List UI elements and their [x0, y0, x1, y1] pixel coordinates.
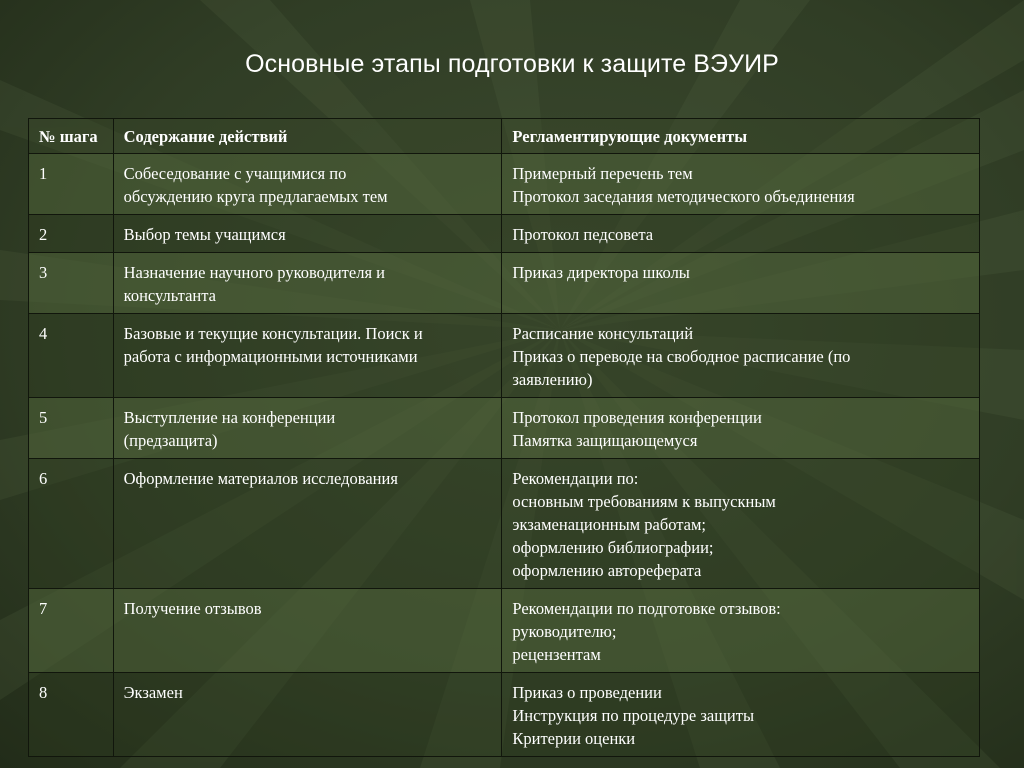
document-line: Протокол педсовета: [512, 225, 654, 244]
document-line: Приказ о проведении: [512, 683, 662, 702]
documents-cell: [502, 673, 980, 757]
document-line: Приказ директора школы: [512, 263, 690, 282]
step-number-cell: 5: [29, 398, 114, 459]
step-number-cell: 2: [29, 215, 114, 253]
document-line: оформлению библиографии;: [512, 538, 714, 557]
document-line: Памятка защищающемуся: [512, 431, 698, 450]
header-regulating-documents: Регламентирующие документы: [502, 119, 980, 154]
action-cell: [113, 673, 502, 757]
document-line: Критерии оценки: [512, 729, 636, 748]
documents-cell: [502, 314, 980, 398]
header-step-number: № шага: [29, 119, 114, 154]
steps-table-container: [28, 118, 980, 757]
step-number-cell: 7: [29, 589, 114, 673]
action-line: Оформление материалов исследования: [123, 469, 398, 488]
document-line: Протокол проведения конференции: [512, 408, 762, 427]
documents-cell: [502, 459, 980, 589]
table-body: [29, 154, 980, 757]
action-line: Собеседование с учащимися по: [123, 164, 347, 183]
document-line: Рекомендации по:: [512, 469, 639, 488]
action-line: Выступление на конференции: [123, 408, 336, 427]
table-row: [29, 253, 980, 314]
action-line: (предзащита): [123, 431, 218, 450]
table-row: [29, 154, 980, 215]
table-header-row: [29, 119, 980, 154]
action-line: обсуждению круга предлагаемых тем: [123, 187, 388, 206]
table-row: [29, 215, 980, 253]
documents-cell: [502, 253, 980, 314]
action-cell: [113, 253, 502, 314]
table-row: [29, 459, 980, 589]
action-cell: [113, 314, 502, 398]
documents-cell: [502, 398, 980, 459]
document-line: Расписание консультаций: [512, 324, 694, 343]
document-line: Примерный перечень тем: [512, 164, 693, 183]
documents-cell: [502, 215, 980, 253]
action-line: Получение отзывов: [123, 599, 262, 618]
document-line: экзаменационным работам;: [512, 515, 707, 534]
slide-title: Основные этапы подготовки к защите ВЭУИР: [245, 50, 779, 78]
action-line: Выбор темы учащимся: [123, 225, 286, 244]
document-line: руководителю;: [512, 622, 617, 641]
action-line: работа с информационными источниками: [123, 347, 418, 366]
action-cell: [113, 589, 502, 673]
table-row: [29, 398, 980, 459]
action-cell: [113, 215, 502, 253]
action-line: Базовые и текущие консультации. Поиск и: [123, 324, 423, 343]
step-number-cell: 3: [29, 253, 114, 314]
step-number-cell: 1: [29, 154, 114, 215]
document-line: основным требованиям к выпускным: [512, 492, 776, 511]
document-line: оформлению автореферата: [512, 561, 702, 580]
table-row: [29, 673, 980, 757]
action-cell: [113, 154, 502, 215]
document-line: Приказ о переводе на свободное расписание (по: [512, 347, 851, 366]
documents-cell: [502, 154, 980, 215]
action-line: Экзамен: [123, 683, 183, 702]
table-row: [29, 589, 980, 673]
action-cell: [113, 459, 502, 589]
steps-table: [28, 118, 980, 757]
documents-cell: [502, 589, 980, 673]
document-line: рецензентам: [512, 645, 601, 664]
action-cell: [113, 398, 502, 459]
step-number-cell: 4: [29, 314, 114, 398]
document-line: Рекомендации по подготовке отзывов:: [512, 599, 781, 618]
step-number-cell: 6: [29, 459, 114, 589]
action-line: Назначение научного руководителя и: [123, 263, 385, 282]
step-number-cell: 8: [29, 673, 114, 757]
header-action-content: Содержание действий: [113, 119, 502, 154]
document-line: заявлению): [512, 370, 593, 389]
document-line: Инструкция по процедуре защиты: [512, 706, 755, 725]
table-row: [29, 314, 980, 398]
action-line: консультанта: [123, 286, 216, 305]
document-line: Протокол заседания методического объединения: [512, 187, 855, 206]
